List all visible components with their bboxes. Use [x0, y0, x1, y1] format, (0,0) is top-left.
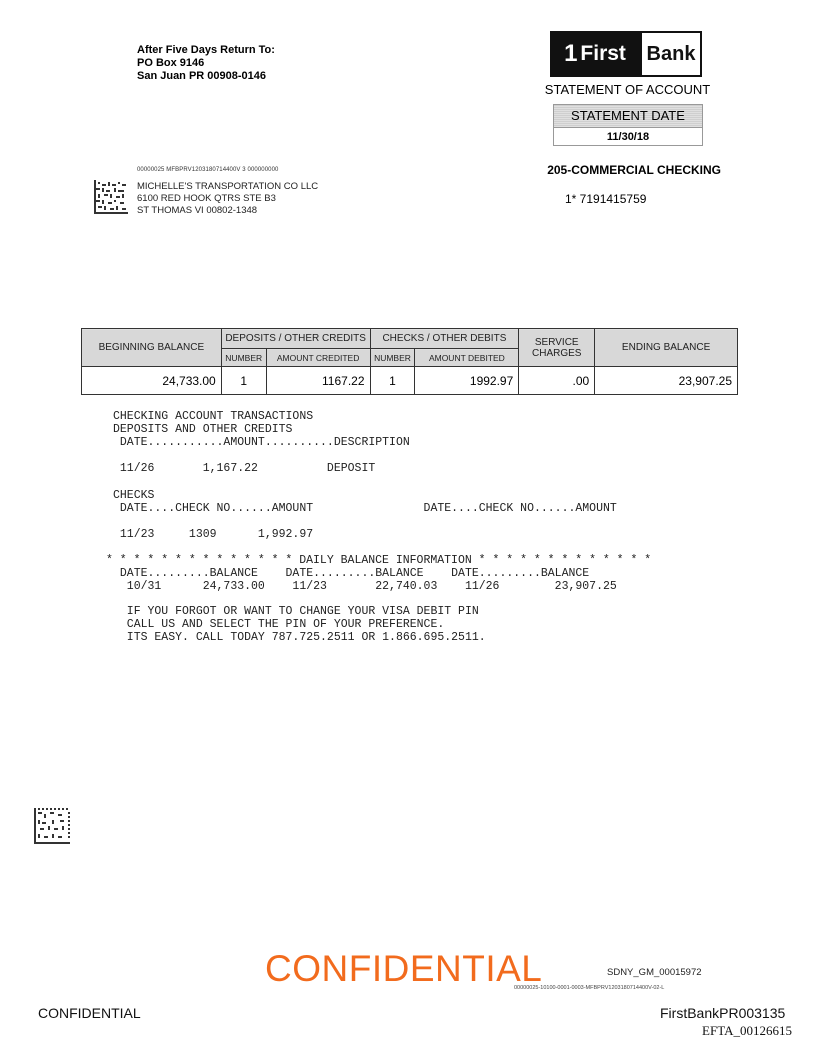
header-debit-number: NUMBER — [370, 349, 415, 367]
datamatrix-icon — [34, 808, 70, 849]
transactions-heading: CHECKING ACCOUNT TRANSACTIONS — [113, 410, 314, 423]
service-charges-value: .00 — [519, 367, 595, 395]
bank-logo — [550, 31, 702, 77]
deposits-heading: DEPOSITS AND OTHER CREDITS — [113, 423, 293, 436]
checks-heading: CHECKS — [113, 489, 155, 502]
account-type: 205-COMMERCIAL CHECKING — [547, 163, 721, 177]
return-address-line: San Juan PR 00908-0146 — [137, 70, 267, 82]
amount-credited-value: 1167.22 — [266, 367, 370, 395]
return-address-line: PO Box 9146 — [137, 57, 205, 69]
bates-number: FirstBankPR003135 — [660, 1005, 786, 1021]
header-amount-credited: AMOUNT CREDITED — [266, 349, 370, 367]
logo-number: 1 — [564, 40, 578, 67]
daily-balance-values: 10/31 24,733.00 11/23 22,740.03 11/26 23,907.25 — [113, 580, 617, 593]
confidential-label: CONFIDENTIAL — [38, 1005, 141, 1021]
footer-code: 00000025-10100-0001-0003-MFBPRV1203180714400V-02-L — [514, 985, 665, 991]
ending-balance-value: 23,907.25 — [595, 367, 738, 395]
notice-line: IF YOU FORGOT OR WANT TO CHANGE YOUR VISA DEBIT PIN — [113, 605, 479, 618]
mailing-address — [137, 181, 318, 217]
return-address — [137, 44, 275, 83]
mail-barcode-text: 00000025 MFBPRV1203180714400V 3 000000000 — [137, 167, 279, 173]
logo-first-block — [550, 31, 640, 77]
header-deposit-number: NUMBER — [221, 349, 266, 367]
deposits-columns: DATE...........AMOUNT..........DESCRIPTION — [113, 436, 410, 449]
header-ending-balance: ENDING BALANCE — [595, 329, 738, 367]
statement-date-label: STATEMENT DATE — [554, 105, 702, 128]
check-line: 11/23 1309 1,992.97 — [113, 528, 314, 541]
deposit-count-value: 1 — [221, 367, 266, 395]
checks-columns: DATE....CHECK NO......AMOUNT DATE....CHECK NO......AMOUNT — [113, 502, 617, 515]
notice-line: ITS EASY. CALL TODAY 787.725.2511 OR 1.866.695.2511. — [113, 631, 486, 644]
mailing-address-line: 6100 RED HOOK QTRS STE B3 — [137, 193, 276, 204]
statement-title: STATEMENT OF ACCOUNT — [544, 82, 711, 97]
mailing-address-line: ST THOMAS VI 00802-1348 — [137, 205, 258, 216]
notice-line: CALL US AND SELECT THE PIN OF YOUR PREFERENCE. — [113, 618, 445, 631]
table-row — [82, 367, 738, 395]
daily-balance-columns: DATE.........BALANCE DATE.........BALANCE DATE.........BALANCE — [113, 567, 590, 580]
logo-bank-text: Bank — [646, 42, 696, 65]
beginning-balance-value: 24,733.00 — [82, 367, 222, 395]
mailing-address-line: MICHELLE'S TRANSPORTATION CO LLC — [137, 181, 319, 192]
header-beginning-balance: BEGINNING BALANCE — [82, 329, 222, 367]
confidential-stamp: CONFIDENTIAL — [265, 948, 543, 989]
return-address-line: After Five Days Return To: — [137, 44, 275, 56]
header-deposits-group: DEPOSITS / OTHER CREDITS — [221, 329, 370, 349]
logo-bank-block — [640, 31, 702, 77]
efta-number: EFTA_00126615 — [702, 1023, 792, 1038]
header-checks-group: CHECKS / OTHER DEBITS — [370, 329, 519, 349]
header-amount-debited: AMOUNT DEBITED — [415, 349, 519, 367]
account-summary-table — [81, 328, 738, 395]
debit-count-value: 1 — [370, 367, 415, 395]
header-service-charges: SERVICE CHARGES — [519, 329, 595, 367]
deposit-line: 11/26 1,167.22 DEPOSIT — [113, 462, 376, 475]
logo-first-text: First — [580, 42, 626, 65]
qr-code-icon — [94, 180, 128, 214]
statement-date-box — [553, 104, 703, 146]
daily-balance-heading: * * * * * * * * * * * * * * DAILY BALANCE INFORMATION * * * * * * * * * * * * * — [106, 554, 652, 567]
statement-date-value: 11/30/18 — [606, 131, 650, 143]
amount-debited-value: 1992.97 — [415, 367, 519, 395]
sdny-label: SDNY_GM_00015972 — [607, 967, 702, 978]
account-number: 1* 7191415759 — [565, 192, 647, 206]
